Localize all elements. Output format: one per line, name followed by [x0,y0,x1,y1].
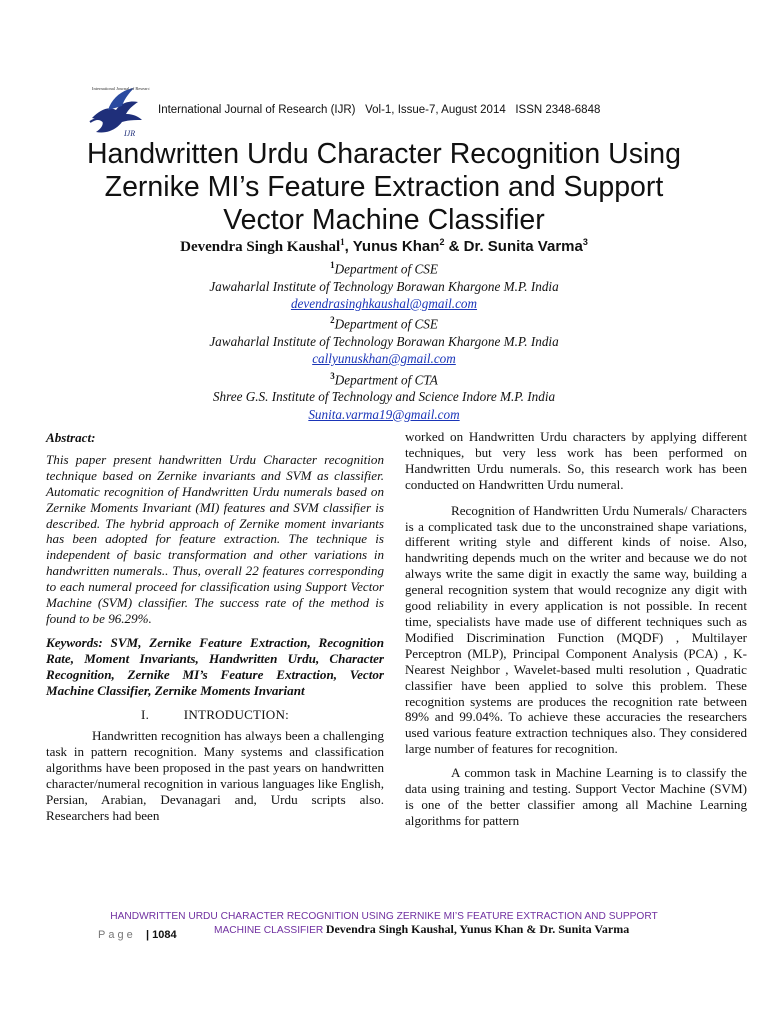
author-sep-2: & [444,238,464,255]
abstract-heading: Abstract: [46,430,96,445]
title-line-3: Vector Machine Classifier [223,204,545,236]
page-number [146,929,177,941]
journal-logo [86,80,150,140]
logo-abbr: IJR [124,129,136,138]
affiliation-2-inst: Jawaharlal Institute of Technology Borawan Khargone M.P. India [209,333,559,349]
author-1: Devendra Singh Kaushal [180,239,341,255]
author-3-sup: 3 [582,237,588,247]
title-line-1: Handwritten Urdu Character Recognition Using [86,138,682,170]
right-column [405,429,747,829]
author-3: Dr. Sunita Varma [463,238,583,255]
logo-caption: International Journal of Research [92,86,150,91]
affiliation-1-dept-text: Department of CSE [334,261,438,277]
affiliation-3-num: 3 [330,370,335,381]
intro-paragraph-continued: worked on Handwritten Urdu characters by applying different techniques, but very less work has been performed on Handwritten Urdu numerals. So, this research work has been conducted on Handwritten Urdu numeral. [405,429,747,492]
affiliation-3-dept-text: Department of CTA [334,371,438,387]
affiliation-1-dept [40,257,728,278]
page-number-value: 1084 [152,929,177,941]
affiliation-1-num: 1 [330,260,335,270]
author-list [40,237,728,256]
left-column [46,430,384,824]
affiliation-3-email-link[interactable]: Sunita.varma19@gmail.com [308,406,460,422]
footer-line-2 [214,922,629,937]
intro-paragraph-1: Handwritten recognition has always been a challenging task in pattern recognition. Many systems and classification algorithms have been proposed in the past years on handwritten character/numeral recognition in various languages like English, Persian, Arabian, Devanagari and, Urdu scripts also. Researchers had been [46,728,384,823]
page-separator: | [146,929,150,941]
page-label: Page [98,929,136,941]
title-line-2: Zernike MI’s Feature Extraction and Support [104,171,664,203]
footer-running-title: HANDWRITTEN URDU CHARACTER RECOGNITION USING ZERNIKE MI’S FEATURE EXTRACTION AND SUPPORT [110,911,658,922]
intro-paragraph-2: Recognition of Handwritten Urdu Numerals/ Characters is a complicated task due to the unconstrained shape variations, different writing style and different kinds of noise. Also, handwriting depends much on the writer and because we do not always write the same digit in exactly the same way, building a general recognition system that would recognize any digit with good reliability in every application is not possible. In recent time, specialists have made use of different techniques such as Modified Discrimination Function (MQDF) , Multilayer Perceptron (MLP), Principal Component Analysis (PCA) , K-Nearest Neighbor , Wavelet-based multi resolution , Quadratic classifier have been applied to solve this problem. These recognition systems are produces the recognition rate between 89% and 99.04%. To achieve these accuracies the researchers used various feature extraction techniques also. They considered large number of features for recognition. [405,502,747,757]
affiliations [40,257,728,423]
author-2: Yunus Khan [352,238,440,255]
affiliation-1-inst: Jawaharlal Institute of Technology Borawan Khargone M.P. India [209,278,559,294]
affiliation-2-dept [40,312,728,333]
author-1-sup: 1 [340,237,345,247]
affiliation-1-email-link[interactable]: devendrasinghkaushal@gmail.com [290,295,478,311]
journal-info: International Journal of Research (IJR) Vol-1, Issue-7, August 2014 ISSN 2348-6848 [158,104,601,116]
abstract-text: This paper present handwritten Urdu Character recognition technique based on Zernike invariants and SVM as classifier. Automatic recognition of Handwritten Urdu numerals based on Zernike Moments Invariant (MI) features and SVM classifier is described. The hybrid approach of Zernike moment invariants has been adopted for feature extraction. The technique is independent of basic transformation and other variations in handwritten numerals.. Thus, overall 22 features corresponding to each numeral proceed for classification using Support Vector Machine (SVM) classifier. The success rate of the method is found to be 96.29%. [46,451,384,626]
affiliation-2-dept-text: Department of CSE [334,316,438,332]
footer-authors: Devendra Singh Kaushal, Yunus Khan & Dr. Sunita Varma [325,922,630,936]
pegasus-logo-icon [86,80,150,140]
footer-title-cont: MACHINE CLASSIFIER [214,925,324,936]
keywords: Keywords: SVM, Zernike Feature Extraction, Recognition Rate, Moment Invariants, Handwritten Urdu, Character Recognition, Zernike MI’s Feature Extraction, Vector Machine Classifier, Zernike Moments Invariant [46,634,384,698]
affiliation-3-inst: Shree G.S. Institute of Technology and Science Indore M.P. India [212,389,556,405]
intro-paragraph-3: A common task in Machine Learning is to classify the data using training and testing. Support Vector Machine (SVM) is one of the better classifier among all Machine Learning algorithms for pattern [405,765,747,828]
author-sep-1: , [344,238,353,255]
section-heading-introduction: I. INTRODUCTION: [141,706,289,722]
affiliation-2-email-link[interactable]: callyunuskhan@gmail.com [312,351,456,367]
affiliation-3-dept [40,368,728,389]
author-2-sup: 2 [439,237,445,247]
affiliation-2-num: 2 [330,315,335,326]
paper-title [40,138,728,237]
